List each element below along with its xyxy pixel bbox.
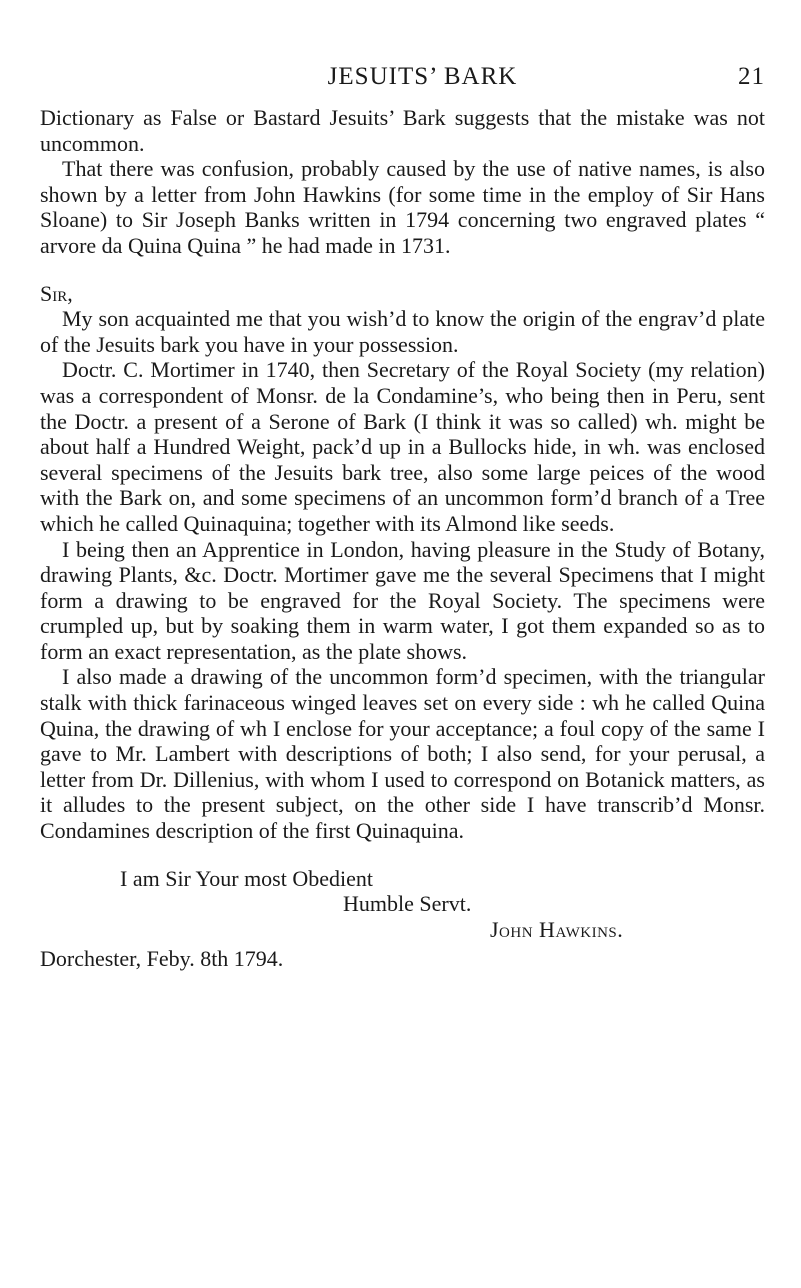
letter-paragraph: I being then an Apprentice in London, having pleasure in the Study of Botany, drawing Plants, &c. Doctr. Mortimer gave me the several Specimens that I might form a drawing to be engraved for the Royal Society. The specimens were crumpled up, but by soaking them in warm water, I got them expanded so as to form an exact representation, as the plate shows. [40, 536, 765, 664]
letter-salutation: Sir, [40, 280, 73, 306]
running-head [40, 62, 765, 92]
intro-paragraph-continued: Dictionary as False or Bastard Jesuits’ Bark suggests that the mistake was not uncommon. [40, 105, 765, 156]
letter-paragraph: Doctr. C. Mortimer in 1740, then Secretary of the Royal Society (my relation) was a correspondent of Monsr. de la Condamine’s, who being then in Peru, sent the Doctr. a present of a Serone of Bark (I think it was so called) wh. might be about half a Hundred Weight, pack’d up in a Bullocks hide, in wh. was enclosed several specimens of the Jesuits bark tree, also some large peices of the wood with the Bark on, and some specimens of an uncommon form’d branch of a Tree which he called Quinaquina; together with its Almond like seeds. [40, 357, 765, 536]
running-title: JESUITS’ BARK [327, 63, 518, 90]
letter-signature: John Hawkins. [490, 916, 624, 942]
page-number: 21 [738, 63, 765, 90]
intro-paragraph: That there was confusion, probably caused by the use of native names, is also shown by a letter from John Hawkins (for some time in the employ of Sir Hans Sloane) to Sir Joseph Banks written in 1794 concerning two engraved plates “ arvore da Quina Quina ” he had made in 1731. [40, 156, 765, 258]
letter-paragraph: I also made a drawing of the uncommon form’d specimen, with the triangular stalk with thick farinaceous winged leaves set on every side : wh he called Quina Quina, the drawing of wh I enclose for your acceptance; a foul copy of the same I gave to Mr. Lambert with descriptions of both; I also send, for your perusal, a letter from Dr. Dillenius, with whom I used to correspond on Botanick matters, as it alludes to the present subject, on the other side I have transcrib’d Monsr. Condamines description of the first Quinaquina. [40, 664, 765, 844]
letter-paragraph: My son acquainted me that you wish’d to know the origin of the engrav’d plate of the Jesuits bark you have in your possession. [40, 306, 765, 357]
letter-closing-line-2: Humble Servt. [343, 891, 472, 917]
page-body [40, 105, 765, 972]
letter-place-date: Dorchester, Feby. 8th 1794. [40, 946, 284, 972]
letter-closing-line-1: I am Sir Your most Obedient [120, 865, 373, 891]
